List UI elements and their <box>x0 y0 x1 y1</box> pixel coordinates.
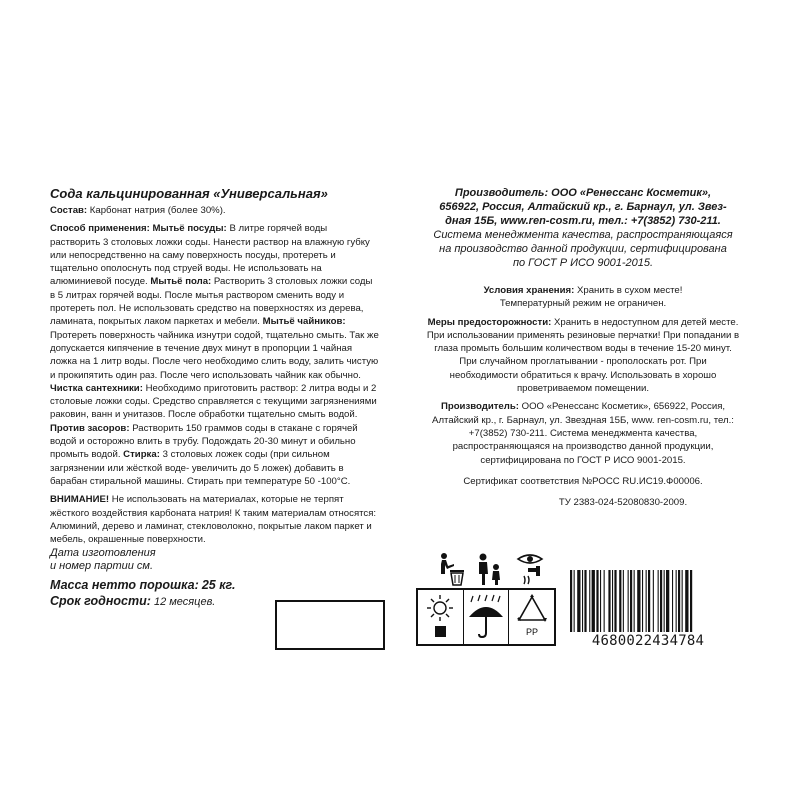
right-column <box>408 186 758 509</box>
left-column <box>50 186 380 610</box>
manufacturer-text: ООО «Ренессанс Косметик», 656922, Россия, Алтайский кр., г. Барнаул, ул. Звездная 15Б, www. ren-cosm.ru, тел.: +7(3852) 730-211. Система менеджмента качества, распространяющаяся на производство данной продукции, сертифицирована по ГОСТ Р ИСО 9001-2015. <box>432 401 734 466</box>
storage-conditions <box>408 284 758 311</box>
quality-line-2: на производство данной продукции, сертифицирована <box>439 243 727 255</box>
composition <box>50 204 380 217</box>
product-title: Сода кальцинированная «Универсальная» <box>50 186 328 201</box>
keep-dry-umbrella-icon <box>467 593 505 641</box>
quality-line-1: Система менеджмента качества, распространяющаяся <box>433 229 733 241</box>
precautions-label: Меры предосторожности: <box>427 316 552 328</box>
kettle-label: Мытьё чайников: <box>262 316 346 328</box>
dishes-text: В литре горячей воды растворить 3 столовых ложки соды. Нанести раствор на влажную губку или непосредственно на саму поверхность посуды, протереть и тщательно ополоснуть под струей воды. Не использовать на алюминиевой посуде. <box>50 223 370 288</box>
composition-label: Состав: <box>50 205 88 216</box>
recycle-code: PP <box>525 627 538 637</box>
sun-cell <box>418 590 464 644</box>
precautions-text: Хранить в недоступном для детей месте. При использовании применять резиновые перчатки! При попадании в глаза промыть большим количеством воды в течение 15-20 минут. При случайном проглатывании - прополоскать рот. При необходимости обратиться к врачу. Использовать в хорошо проветриваемом помещении. <box>426 316 740 395</box>
storage-text-2: Температурный режим не ограничен. <box>499 298 667 310</box>
plumbing-text: Необходимо приготовить раствор: 2 литра воды и 2 столовые ложки соды. Средство справляется с текущими загрязнениями раковин, ванн и унитазов. После обработки тщательно смыть водой. <box>50 382 377 421</box>
storage-label: Условия хранения: <box>483 285 575 296</box>
date-line-1: Дата изготовления <box>50 547 156 560</box>
net-weight-value: 25 кг. <box>201 578 236 593</box>
precautions <box>408 316 758 396</box>
date-line-2: и номер партии см. <box>50 560 154 573</box>
net-weight <box>50 578 380 594</box>
technical-spec: ТУ 2383-024-52080830-2009. <box>558 497 688 509</box>
recycle-cell <box>509 590 554 644</box>
keep-from-children-icon <box>474 552 506 586</box>
shelf-life-label: Срок годности: <box>50 594 151 609</box>
shelf-life-value: 12 месяцев. <box>153 596 216 609</box>
usage-label: Способ применения: <box>50 223 150 235</box>
composition-text: Карбонат натрия (более 30%). <box>89 205 226 216</box>
net-weight-label: Масса нетто порошка: <box>50 578 199 593</box>
plumbing-label: Чистка сантехники: <box>50 382 143 394</box>
clogs-text: Растворить 150 граммов соды в стакане с горячей водой и осторожно влить в трубу. Подождать 20-30 минут и обильно промыть водой. <box>50 422 358 461</box>
warning <box>50 493 380 546</box>
manufacturer-line-2: 656922, Россия, Алтайский кр., г. Барнаул, ул. Звез- <box>439 201 727 213</box>
usage-instructions <box>50 222 380 488</box>
manufacturer-line-3: дная 15Б, www.ren-cosm.ru, тел.: +7(3852) 730-211. <box>445 215 721 227</box>
umbrella-cell <box>464 590 510 644</box>
trash-bin-icon <box>436 552 466 586</box>
kettle-text: Протереть поверхность чайника изнутри содой, тщательно смыть. Так же допускается кипячение в течение двух минут в пропорции 1 чайная ложка на 1 литр воды. После чего необходимо слить воду, залить чистую и прокипятить один раз. После чего использовать чайник как обычно. <box>50 329 379 381</box>
manufacturer-details <box>408 400 758 466</box>
warning-label: ВНИМАНИЕ! <box>50 494 110 506</box>
disposal-icons <box>436 552 546 586</box>
floor-text: Растворить 3 столовых ложки соды в 5 литрах горячей воды. После мытья раствором сменить воду и протереть пол. Не использовать средство на поверхностях из дерева, ламината, покрытых лаком паркетах и мебели. <box>50 276 373 328</box>
barcode-icon <box>568 570 728 632</box>
quality-line-3: по ГОСТ Р ИСО 9001-2015. <box>512 257 654 269</box>
clogs-label: Против засоров: <box>50 422 130 434</box>
storage-icons-panel <box>416 588 556 646</box>
barcode-number: 4680022434784 <box>591 633 705 649</box>
manufacturer-line-1: Производитель: ООО «Ренессанс Косметик», <box>454 187 712 199</box>
manufacturer-label: Производитель: <box>440 401 519 413</box>
floor-label: Мытьё пола: <box>150 276 212 288</box>
laundry-label: Стирка: <box>123 449 160 461</box>
production-date-box <box>275 600 385 650</box>
warning-text: Не использовать на материалах, которые не терпят жёсткого воздействия карбоната натрия! К таким материалам относятся: Алюминий, дерево и ламинат, стекловолокно, покрытые лаком паркет и мебель, окрашенные поверхности. <box>50 494 377 546</box>
storage-text-1: Хранить в сухом месте! <box>576 285 683 296</box>
laundry-text: 3 столовых ложек соды (при сильном загрязнении или жёсткой воде- увеличить до 5 ложек) добавить в барабан стиральной машины. Стирать при температуре 50 -100°С. <box>50 449 351 487</box>
recycle-icon <box>513 593 551 641</box>
eye-wash-icon <box>514 552 546 586</box>
certificate: Сертификат соответствия №РОСС RU.ИС19.Ф00006. <box>463 475 703 487</box>
keep-from-sun-icon <box>421 593 459 641</box>
dishes-label: Мытьё посуды: <box>152 223 227 235</box>
production-date-note <box>50 547 380 573</box>
manufacturer-header <box>408 186 758 228</box>
quality-system-note <box>408 228 758 270</box>
